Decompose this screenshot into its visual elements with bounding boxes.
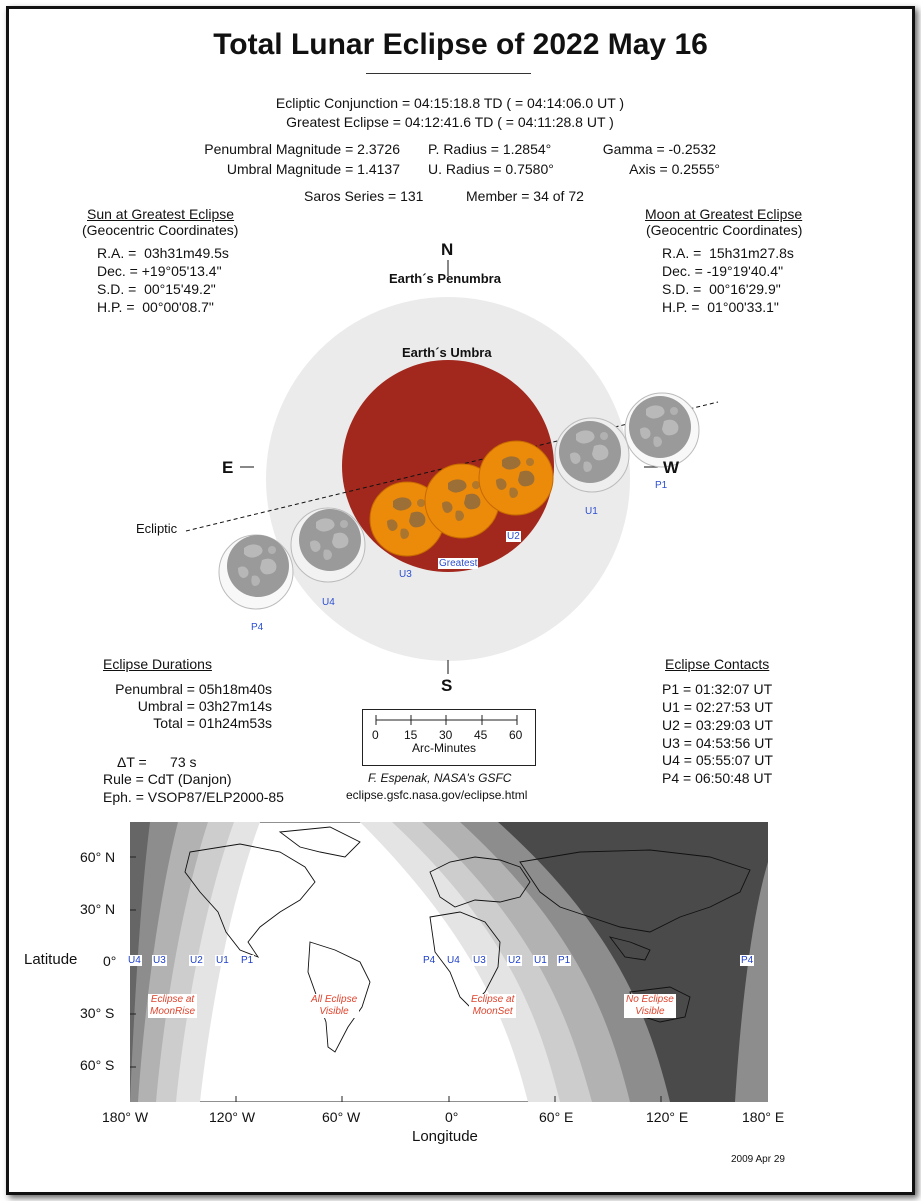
contact-label-u1: U1 xyxy=(585,506,598,517)
duration-penumbral: Penumbral = 05h18m40s xyxy=(115,681,272,697)
contact-u1: U1 = 02:27:53 UT xyxy=(662,699,773,715)
map-label-u3-mid: U3 xyxy=(473,955,486,966)
map-label-u2-mid: U2 xyxy=(508,955,521,966)
contact-label-p4: P4 xyxy=(251,622,264,633)
sun-hp: H.P. = 00°00'08.7" xyxy=(97,299,214,315)
scale-tick-0: 0 xyxy=(372,728,379,742)
contact-label-u2: U2 xyxy=(507,531,520,542)
south-label: S xyxy=(441,676,453,695)
sun-subheading: (Geocentric Coordinates) xyxy=(82,222,239,238)
region-all-visible: All Eclipse Visible xyxy=(311,994,358,1017)
credit-url[interactable]: eclipse.gsfc.nasa.gov/eclipse.html xyxy=(346,788,528,802)
moon-sd: S.D. = 00°16'29.9" xyxy=(662,281,781,297)
lat-tick-60s: 60° S xyxy=(80,1057,115,1073)
contact-label-u3: U3 xyxy=(399,569,412,580)
contact-p4: P4 = 06:50:48 UT xyxy=(662,770,773,786)
sun-dec: Dec. = +19°05'13.4" xyxy=(97,263,222,279)
umbra-label: Earth´s Umbra xyxy=(402,345,492,360)
contact-label-greatest: Greatest xyxy=(439,558,478,569)
map-label-u3-west: U3 xyxy=(153,955,166,966)
conjunction-line: Ecliptic Conjunction = 04:15:18.8 TD ( = 04:14:06.0 UT ) xyxy=(275,95,625,111)
map-x-label: Longitude xyxy=(412,1128,478,1145)
credit-author: F. Espenak, NASA's GSFC xyxy=(368,771,512,785)
lon-tick-120w: 120° W xyxy=(209,1109,256,1125)
moon-u2 xyxy=(479,441,553,515)
duration-total: Total = 01h24m53s xyxy=(153,715,272,731)
delta-t: ΔT = 73 s xyxy=(117,754,197,770)
scale-label: Arc-Minutes xyxy=(412,741,477,755)
penumbra-radius: P. Radius = 1.2854° xyxy=(428,141,552,157)
sun-heading: Sun at Greatest Eclipse xyxy=(87,206,235,222)
moon-p1 xyxy=(625,393,699,467)
region-moonrise: Eclipse at MoonRise xyxy=(150,994,196,1017)
region-none-visible: No Eclipse Visible xyxy=(626,994,674,1017)
lon-tick-60w: 60° W xyxy=(322,1109,361,1125)
map-label-p1-mid: P1 xyxy=(558,955,571,966)
lat-tick-60n: 60° N xyxy=(80,849,116,865)
axis-value: Axis = 0.2555° xyxy=(629,161,720,177)
lon-tick-180w: 180° W xyxy=(102,1109,149,1125)
scale-tick-30: 30 xyxy=(439,728,453,742)
map-label-u2-west: U2 xyxy=(190,955,203,966)
moon-u4 xyxy=(291,508,365,582)
moon-heading: Moon at Greatest Eclipse xyxy=(645,206,803,222)
moon-subheading: (Geocentric Coordinates) xyxy=(646,222,803,238)
penumbra-label: Earth´s Penumbra xyxy=(389,271,501,286)
contact-p1: P1 = 01:32:07 UT xyxy=(662,681,773,697)
duration-umbral: Umbral = 03h27m14s xyxy=(137,698,272,714)
moon-hp: H.P. = 01°00'33.1" xyxy=(662,299,779,315)
umbra-radius: U. Radius = 0.7580° xyxy=(428,161,554,177)
moon-u1 xyxy=(555,418,629,492)
durations-heading: Eclipse Durations xyxy=(103,656,212,672)
lat-tick-30n: 30° N xyxy=(80,901,116,917)
map-label-u4-mid: U4 xyxy=(447,955,460,966)
map-label-u1-mid: U1 xyxy=(534,955,547,966)
map-label-u1-west: U1 xyxy=(216,955,229,966)
greatest-eclipse-line: Greatest Eclipse = 04:12:41.6 TD ( = 04:11:28.8 UT ) xyxy=(286,114,614,130)
contacts-heading: Eclipse Contacts xyxy=(665,656,770,672)
contact-label-p1: P1 xyxy=(655,480,668,491)
lon-tick-0: 0° xyxy=(445,1109,459,1125)
lat-tick-30s: 30° S xyxy=(80,1005,115,1021)
rule: Rule = CdT (Danjon) xyxy=(103,771,232,787)
moon-ra: R.A. = 15h31m27.8s xyxy=(662,245,794,261)
contact-u2: U2 = 03:29:03 UT xyxy=(662,717,773,733)
lon-tick-120e: 120° E xyxy=(646,1109,689,1125)
scale-tick-45: 45 xyxy=(474,728,488,742)
saros-series: Saros Series = 131 xyxy=(304,188,424,204)
sun-ra: R.A. = 03h31m49.5s xyxy=(97,245,229,261)
map-label-p4-east: P4 xyxy=(741,955,754,966)
scale-tick-15: 15 xyxy=(404,728,418,742)
penumbral-magnitude: Penumbral Magnitude = 2.3726 xyxy=(204,141,400,157)
lat-tick-0: 0° xyxy=(103,953,117,969)
moon-dec: Dec. = -19°19'40.4" xyxy=(662,263,784,279)
gamma-value: Gamma = -0.2532 xyxy=(602,141,716,157)
page-title: Total Lunar Eclipse of 2022 May 16 xyxy=(213,28,708,61)
map-label-p4-mid: P4 xyxy=(423,955,436,966)
map-label-u4-west: U4 xyxy=(128,955,141,966)
ecliptic-label: Ecliptic xyxy=(136,521,178,536)
date-stamp: 2009 Apr 29 xyxy=(731,1154,785,1165)
contact-u3: U3 = 04:53:56 UT xyxy=(662,735,773,751)
umbral-magnitude: Umbral Magnitude = 1.4137 xyxy=(226,161,400,177)
scale-tick-60: 60 xyxy=(509,728,523,742)
lon-tick-60e: 60° E xyxy=(539,1109,574,1125)
contact-label-u4: U4 xyxy=(322,597,335,608)
north-label: N xyxy=(441,240,454,259)
west-label: W xyxy=(663,458,680,477)
saros-member: Member = 34 of 72 xyxy=(466,188,584,204)
ephemeris: Eph. = VSOP87/ELP2000-85 xyxy=(103,789,284,805)
map-y-label: Latitude xyxy=(24,951,78,968)
moon-p4 xyxy=(219,535,293,609)
contact-u4: U4 = 05:55:07 UT xyxy=(662,752,773,768)
east-label: E xyxy=(222,458,234,477)
region-moonset: Eclipse at MoonSet xyxy=(471,994,515,1017)
map-label-p1-west: P1 xyxy=(241,955,254,966)
lon-tick-180e: 180° E xyxy=(742,1109,785,1125)
sun-sd: S.D. = 00°15'49.2" xyxy=(97,281,216,297)
